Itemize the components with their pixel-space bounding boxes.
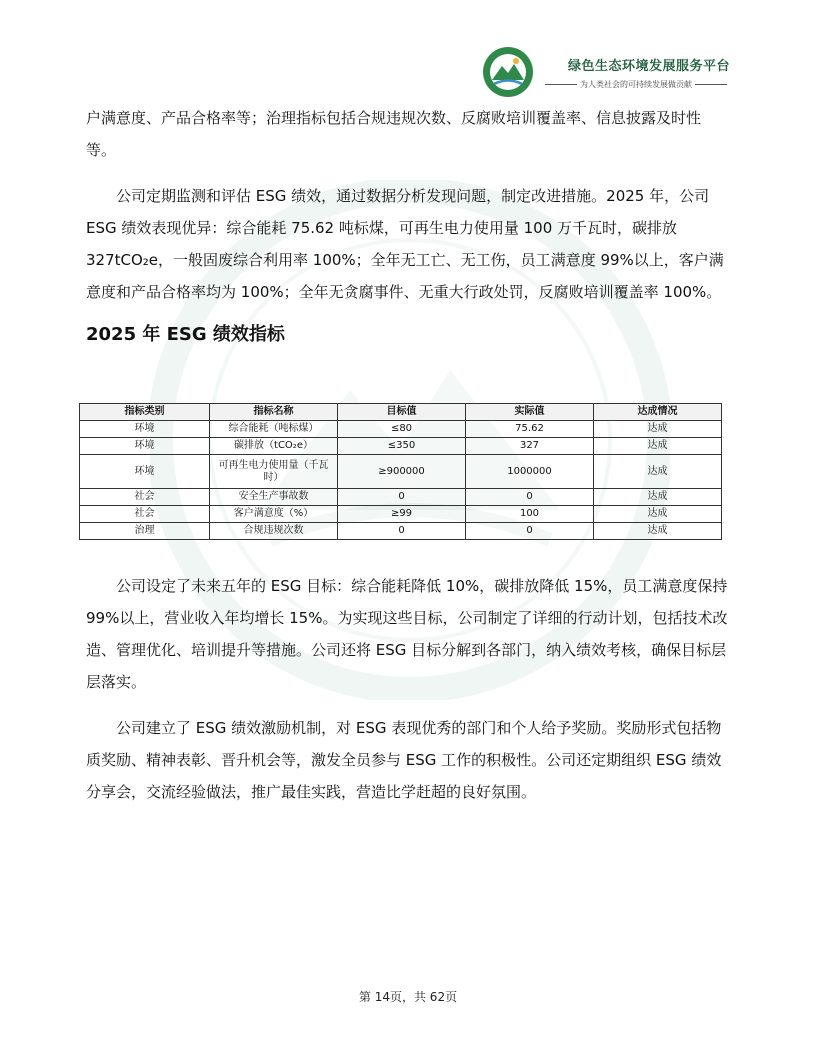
header-status: 达成情况	[594, 404, 722, 421]
cell-actual: 327	[466, 438, 594, 455]
table-header-row	[80, 404, 722, 421]
paragraph-goals: 公司设定了未来五年的 ESG 目标：综合能耗降低 10%，碳排放降低 15%，员工满意度保持 99%以上，营业收入年均增长 15%。为实现这些目标，公司制定了详细的行动计划，包括技术改造、管理优化、培训提升等措施。公司还将 ESG 目标分解到各部门，纳入绩效考核，确保目标层层落实。	[86, 577, 728, 691]
cell-target: ≥99	[338, 506, 466, 523]
cell-name: 安全生产事故数	[210, 489, 338, 506]
page-header	[482, 44, 730, 100]
table-row	[80, 523, 722, 540]
cell-name: 客户满意度（%）	[210, 506, 338, 523]
slogan-text: 为人类社会的可持续发展做贡献	[580, 79, 692, 89]
cell-status: 达成	[594, 421, 722, 438]
cell-target: ≤350	[338, 438, 466, 455]
table-row	[80, 506, 722, 523]
page-number: 第 14页，共 62页	[358, 990, 458, 1004]
paragraph-performance-summary: 公司定期监测和评估 ESG 绩效，通过数据分析发现问题，制定改进措施。2025 年，公司 ESG 绩效表现优异：综合能耗 75.62 吨标煤，可再生电力使用量 100 万千瓦时，碳排放 327tCO₂e，一般固废综合利用率 100%；全年无工亡、无工伤，员工满意度 99%以上，客户满意度和产品合格率均为 100%；全年无贪腐事件、无重大行政处罚，反腐败培训覆盖率 100%。	[86, 187, 724, 301]
main-content-top	[86, 102, 730, 350]
cell-target: 0	[338, 523, 466, 540]
table-row	[80, 489, 722, 506]
cell-actual: 0	[466, 489, 594, 506]
table-row	[80, 438, 722, 455]
paragraph-incentives: 公司建立了 ESG 绩效激励机制，对 ESG 表现优秀的部门和个人给予奖励。奖励形式包括物质奖励、精神表彰、晋升机会等，激发全员参与 ESG 工作的积极性。公司还定期组织 ESG 绩效分享会，交流经验做法，推广最佳实践，营造比学赶超的良好氛围。	[86, 719, 722, 801]
cell-status: 达成	[594, 506, 722, 523]
cell-category: 环境	[80, 421, 210, 438]
cell-actual: 1000000	[466, 455, 594, 489]
cell-actual: 75.62	[466, 421, 594, 438]
table-row	[80, 455, 722, 489]
brand-slogan	[542, 79, 730, 90]
cell-name: 碳排放（tCO₂e）	[210, 438, 338, 455]
cell-actual: 100	[466, 506, 594, 523]
header-target: 目标值	[338, 404, 466, 421]
cell-category: 环境	[80, 455, 210, 489]
brand-title: 绿色生态环境发展服务平台	[567, 58, 730, 74]
cell-name	[210, 455, 338, 489]
cell-target: ≤80	[338, 421, 466, 438]
cell-target: 0	[338, 489, 466, 506]
cell-target: ≥900000	[338, 455, 466, 489]
paragraph-continued: 户满意度、产品合格率等；治理指标包括合规违规次数、反腐败培训覆盖率、信息披露及时性等。	[86, 109, 702, 159]
esg-performance-table	[79, 403, 722, 540]
cell-name-text: 可再生电力使用量（千瓦时）	[218, 459, 329, 483]
header-actual: 实际值	[466, 404, 594, 421]
cell-category: 社会	[80, 506, 210, 523]
cell-status: 达成	[594, 523, 722, 540]
cell-status: 达成	[594, 455, 722, 489]
header-category: 指标类别	[80, 404, 210, 421]
table-row	[80, 421, 722, 438]
cell-name: 合规违规次数	[210, 523, 338, 540]
cell-category: 环境	[80, 438, 210, 455]
cell-category: 治理	[80, 523, 210, 540]
cell-name: 综合能耗（吨标煤）	[210, 421, 338, 438]
header-name: 指标名称	[210, 404, 338, 421]
slogan-dash-left	[545, 84, 577, 85]
brand-block	[542, 55, 730, 90]
cell-status: 达成	[594, 489, 722, 506]
cell-category: 社会	[80, 489, 210, 506]
cell-actual: 0	[466, 523, 594, 540]
cell-status: 达成	[594, 438, 722, 455]
main-content-bottom	[86, 570, 730, 808]
section-title: 2025 年 ESG 绩效指标	[86, 324, 285, 345]
green-ecology-seal-icon	[482, 46, 534, 98]
slogan-dash-right	[695, 84, 727, 85]
